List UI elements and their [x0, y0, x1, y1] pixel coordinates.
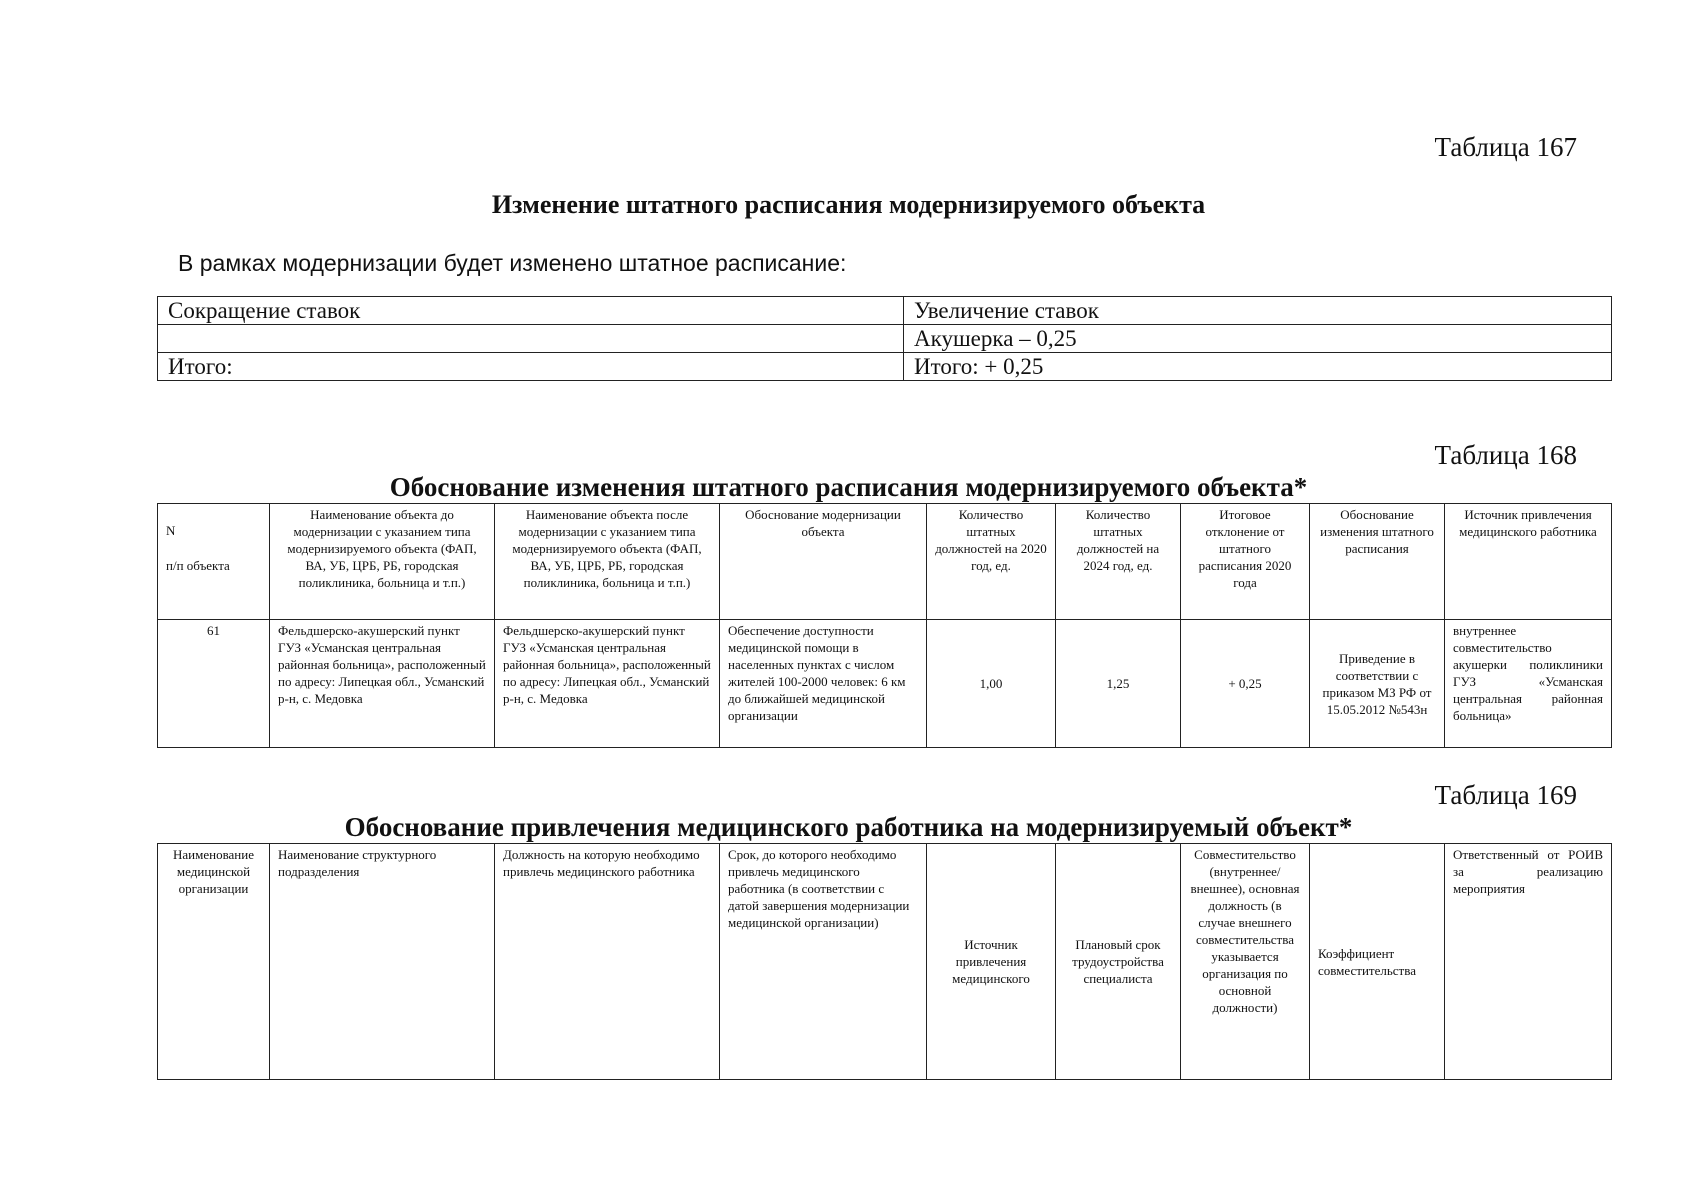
- recruitment-table: [157, 843, 1612, 1080]
- table-cell: [158, 325, 904, 353]
- header-employment-term: Плановый срок трудоустройства специалиста: [1056, 844, 1181, 1080]
- header-unit: Наименование структурного подразделения: [270, 844, 495, 1080]
- header-qty2020: Количество штатных должностей на 2020 год, ед.: [927, 504, 1056, 620]
- row-after: Фельдшерско-акушерский пункт ГУЗ «Усманская центральная районная больница», расположенный по адресу: Липецкая обл., Усманский р-н, с. Медовка: [495, 620, 720, 748]
- table-row: [158, 353, 1612, 381]
- header-combination: Совместительство (внутреннее/внешнее), основная должность (в случае внешнего совместительства указывается организация по основной должности): [1181, 844, 1310, 1080]
- header-justification: Обоснование изменения штатного расписания: [1310, 504, 1445, 620]
- table-168-label: Таблица 168: [1434, 440, 1577, 470]
- header-responsible: Ответственный от РОИВ за реализацию мероприятия: [1445, 844, 1612, 1080]
- row-reason: Обеспечение доступности медицинской помощи в населенных пунктах с числом жителей 100-2000 человек: 6 км до ближайшей медицинской организации: [720, 620, 927, 748]
- header-after: Наименование объекта после модернизации с указанием типа модернизируемого объекта (ФАП, ВА, УБ, ЦРБ, РБ, городская поликлиника, больница и т.п.): [495, 504, 720, 620]
- header-source: Источник привлечения медицинского: [927, 844, 1056, 1080]
- header-n-line2: п/п объекта: [166, 558, 230, 573]
- header-deviation: Итоговое отклонение от штатного расписания 2020 года: [1181, 504, 1310, 620]
- justification-table: [157, 503, 1612, 748]
- table-row: [158, 620, 1612, 748]
- header-n: [158, 504, 270, 620]
- table-header-row: [158, 844, 1612, 1080]
- table-cell: Итого:: [158, 353, 904, 381]
- table-row: [158, 297, 1612, 325]
- row-qty2024: 1,25: [1056, 620, 1181, 748]
- header-deadline: Срок, до которого необходимо привлечь медицинского работника (в соответствии с датой завершения модернизации медицинской организации): [720, 844, 927, 1080]
- row-n: 61: [158, 620, 270, 748]
- row-qty2020: 1,00: [927, 620, 1056, 748]
- header-before: Наименование объекта до модернизации с указанием типа модернизируемого объекта (ФАП, ВА, УБ, ЦРБ, РБ, городская поликлиника, больница и т.п.): [270, 504, 495, 620]
- header-qty2024: Количество штатных должностей на 2024 год, ед.: [1056, 504, 1181, 620]
- staff-change-table: [157, 296, 1612, 381]
- row-justification: Приведение в соответствии с приказом МЗ РФ от 15.05.2012 №543н: [1310, 620, 1445, 748]
- table-header-row: [158, 504, 1612, 620]
- header-reason: Обоснование модернизации объекта: [720, 504, 927, 620]
- table-cell: Акушерка – 0,25: [904, 325, 1612, 353]
- table-169-title: Обоснование привлечения медицинского работника на модернизируемый объект*: [344, 812, 1353, 842]
- header-coefficient: Коэффициент совместительства: [1310, 844, 1445, 1080]
- header-org: Наименование медицинской организации: [158, 844, 270, 1080]
- table-167-title: Изменение штатного расписания модернизируемого объекта: [491, 190, 1206, 219]
- table-cell: Сокращение ставок: [158, 297, 904, 325]
- header-position: Должность на которую необходимо привлечь медицинского работника: [495, 844, 720, 1080]
- row-deviation: + 0,25: [1181, 620, 1310, 748]
- row-source: внутреннее совместительство акушерки поликлиники ГУЗ «Усманская центральная районная больница»: [1445, 620, 1612, 748]
- header-n-line1: N: [166, 523, 176, 538]
- table-169-label: Таблица 169: [1434, 780, 1577, 810]
- table-cell: Увеличение ставок: [904, 297, 1612, 325]
- header-source: Источник привлечения медицинского работника: [1445, 504, 1612, 620]
- table-cell: Итого: + 0,25: [904, 353, 1612, 381]
- table-row: [158, 325, 1612, 353]
- table-167-label: Таблица 167: [1434, 132, 1577, 162]
- row-before: Фельдшерско-акушерский пункт ГУЗ «Усманская центральная районная больница», расположенный по адресу: Липецкая обл., Усманский р-н, с. Медовка: [270, 620, 495, 748]
- table-168-title: Обоснование изменения штатного расписания модернизируемого объекта*: [389, 472, 1308, 502]
- table-167-intro: В рамках модернизации будет изменено штатное расписание:: [178, 250, 847, 276]
